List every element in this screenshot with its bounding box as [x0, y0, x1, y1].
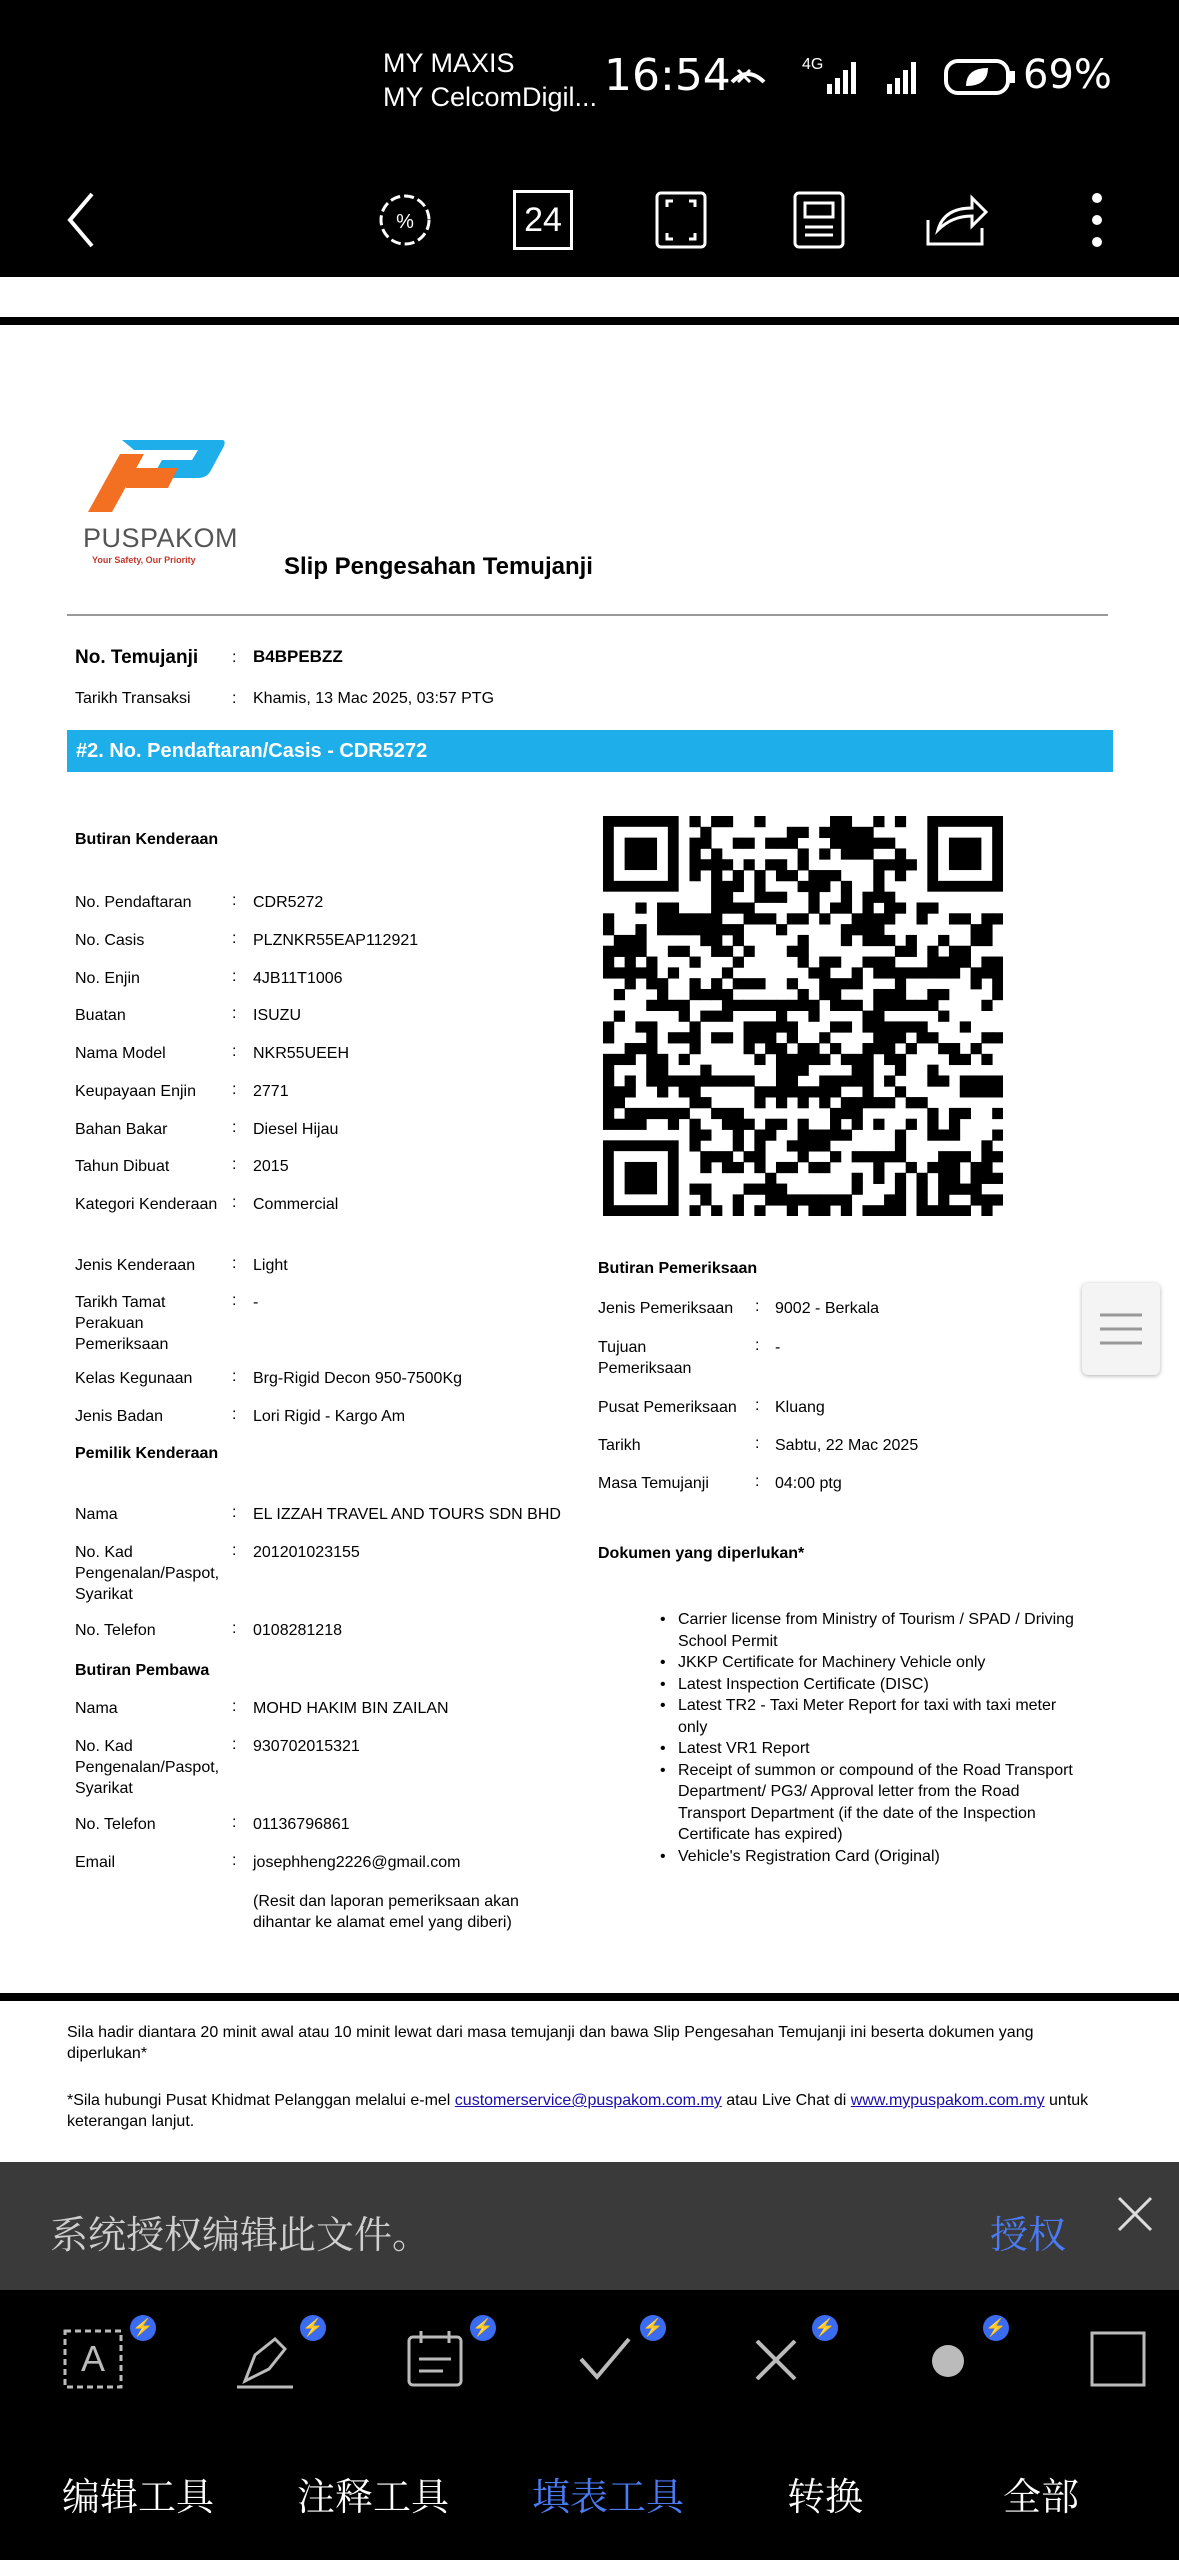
- svg-text:A: A: [80, 2338, 106, 2379]
- network-label: 4G: [802, 56, 824, 73]
- brand-tagline: Your Safety, Our Priority: [92, 555, 196, 565]
- signature-tool[interactable]: [225, 2315, 324, 2395]
- vehicle-field-label: Kategori Kenderaan: [75, 1196, 218, 1213]
- battery-percent: 69%: [1023, 52, 1112, 98]
- close-icon[interactable]: [1113, 2192, 1157, 2236]
- vehicle-field-label: Jenis Badan: [75, 1408, 164, 1425]
- page-layout-icon[interactable]: [779, 180, 859, 260]
- colon: :: [232, 1043, 237, 1060]
- inspection-field-label: Tujuan Pemeriksaan: [598, 1339, 692, 1377]
- box-tool[interactable]: [1080, 2315, 1160, 2395]
- website-link[interactable]: www.mypuspakom.com.my: [850, 2092, 1045, 2109]
- owner-field-value: 201201023155: [253, 1544, 360, 1561]
- colon: :: [232, 1852, 237, 1869]
- battery-saver-icon: [944, 58, 1018, 96]
- vehicle-field-value: 2015: [253, 1158, 289, 1175]
- colon: :: [232, 1736, 237, 1753]
- brand-name: PUSPAKOM: [83, 523, 239, 553]
- colon: :: [232, 1005, 237, 1022]
- authorization-banner: [0, 2162, 1179, 2290]
- status-bar: [0, 0, 1179, 160]
- vehicle-field-label: Bahan Bakar: [75, 1121, 168, 1138]
- viewer-toolbar: [0, 160, 1179, 277]
- document-item: • Vehicle's Registration Card (Original): [660, 1846, 1080, 1868]
- inspection-field-label: Tarikh: [598, 1437, 641, 1454]
- required-documents-list: [660, 1609, 1080, 1867]
- carrier-1: MY MAXIS: [383, 48, 515, 78]
- colon: :: [232, 1620, 237, 1637]
- vehicle-field-value: PLZNKR55EAP112921: [253, 932, 419, 949]
- vehicle-field-label: No. Casis: [75, 932, 145, 949]
- colon: :: [232, 1406, 237, 1423]
- bearer-field-label: Email: [75, 1854, 116, 1871]
- inspection-field-value: 9002 - Berkala: [775, 1300, 880, 1317]
- bearer-field-label: Nama: [75, 1700, 118, 1717]
- vehicle-field-value: Lori Rigid - Kargo Am: [253, 1408, 406, 1425]
- colon: :: [232, 649, 237, 666]
- vehicle-field-value: ISUZU: [253, 1007, 301, 1024]
- owner-field-label: No. Telefon: [75, 1622, 156, 1639]
- back-icon[interactable]: [42, 180, 122, 260]
- premium-badge-icon: ⚡: [983, 2315, 1009, 2341]
- bearer-field-value: MOHD HAKIM BIN ZAILAN: [253, 1700, 449, 1717]
- form-tools-bar: [0, 2290, 1179, 2428]
- pdf-page: [0, 277, 1179, 2162]
- dot-icon: [908, 2315, 988, 2395]
- cross-mark-icon: [737, 2315, 817, 2395]
- vehicle-field-value: Light: [253, 1257, 288, 1274]
- colon: :: [232, 1255, 237, 1272]
- contact-text-3: untuk keterangan lanjut.: [67, 2092, 1089, 2130]
- document-item: • Carrier license from Ministry of Tourism / SPAD / Driving School Permit: [660, 1609, 1080, 1652]
- colon: :: [232, 1542, 237, 1559]
- tab-edit-tools[interactable]: 编辑工具: [62, 2475, 215, 2519]
- colon: :: [755, 1397, 760, 1414]
- checkmark-icon: [565, 2315, 645, 2395]
- colon: :: [755, 1473, 760, 1490]
- fullscreen-icon[interactable]: [641, 180, 721, 260]
- vehicle-field-label: Jenis Kenderaan: [75, 1257, 196, 1274]
- premium-badge-icon: ⚡: [640, 2315, 666, 2341]
- appointment-number: B4BPEBZZ: [253, 647, 343, 666]
- premium-badge-icon: ⚡: [470, 2315, 496, 2341]
- vehicle-field-label: Tarikh Tamat Perakuan Pemeriksaan: [75, 1294, 169, 1353]
- vehicle-section-title: Butiran Kenderaan: [75, 831, 219, 848]
- svg-text:%: %: [396, 211, 414, 233]
- puspakom-logo: [82, 432, 227, 514]
- colon: :: [755, 1337, 760, 1354]
- tab-form-tools[interactable]: 填表工具: [532, 2475, 685, 2519]
- document-item: • Latest Inspection Certificate (DISC): [660, 1674, 1080, 1696]
- authorization-message: 系统授权编辑此文件。: [50, 2213, 431, 2257]
- transaction-date-value: Khamis, 13 Mac 2025, 03:57 PTG: [253, 690, 495, 707]
- owner-field-label: Nama: [75, 1506, 118, 1523]
- signature-pen-icon: [225, 2315, 305, 2395]
- vehicle-field-value: Diesel Hijau: [253, 1121, 339, 1138]
- bearer-field-label: No. Telefon: [75, 1816, 156, 1833]
- appointment-label: No. Temujanji: [75, 647, 199, 668]
- vehicle-field-value: NKR55UEEH: [253, 1045, 350, 1062]
- contact-note: [67, 2090, 1117, 2132]
- vehicle-field-label: No. Enjin: [75, 970, 140, 987]
- inspection-section-title: Butiran Pemeriksaan: [598, 1260, 758, 1277]
- cross-tool[interactable]: [737, 2315, 836, 2395]
- contact-text-1: *Sila hubungi Pusat Khidmat Pelanggan melalui e-mel: [67, 2092, 455, 2109]
- page-number: 24: [513, 190, 573, 250]
- more-options-icon[interactable]: [1057, 180, 1137, 260]
- inspection-field-value: Kluang: [775, 1399, 825, 1416]
- title-rule: [67, 614, 1108, 616]
- carrier-2: MY CelcomDigil...: [383, 82, 598, 112]
- colon: :: [755, 1435, 760, 1452]
- settings-flower-icon[interactable]: [365, 180, 445, 260]
- vehicle-field-value: 4JB11T1006: [253, 970, 343, 987]
- premium-badge-icon: ⚡: [300, 2315, 326, 2341]
- document-item: • Latest TR2 - Taxi Meter Report for taxi with taxi meter only: [660, 1695, 1080, 1738]
- slip-title: Slip Pengesahan Temujanji: [284, 553, 593, 580]
- owner-field-value: 0108281218: [253, 1622, 342, 1639]
- calendar-icon: [395, 2315, 475, 2395]
- vehicle-field-value: -: [253, 1294, 259, 1311]
- call-missed-icon: [728, 58, 768, 98]
- documents-title: Dokumen yang diperlukan*: [598, 1545, 805, 1562]
- page-number-button[interactable]: [503, 180, 583, 260]
- inspection-field-value: -: [775, 1339, 781, 1356]
- attendance-note: Sila hadir diantara 20 minit awal atau 10 minit lewat dari masa temujanji dan bawa Slip Pengesahan Temujanji ini beserta dokumen yang diperlukan*: [67, 2024, 1034, 2062]
- vehicle-field-label: Tahun Dibuat: [75, 1158, 170, 1175]
- colon: :: [232, 1194, 237, 1211]
- colon: :: [232, 1156, 237, 1173]
- premium-badge-icon: ⚡: [130, 2315, 156, 2341]
- qr-code-image: [603, 816, 1003, 1216]
- email-note: (Resit dan laporan pemeriksaan akan dihantar ke alamat emel yang diberi): [253, 1893, 519, 1931]
- bearer-field-value: josephheng2226@gmail.com: [253, 1854, 461, 1871]
- colon: :: [232, 1814, 237, 1831]
- premium-badge-icon: ⚡: [812, 2315, 838, 2341]
- owner-section-title: Pemilik Kenderaan: [75, 1445, 219, 1462]
- vehicle-field-label: Keupayaan Enjin: [75, 1083, 196, 1100]
- colon: :: [232, 892, 237, 909]
- date-tool[interactable]: [395, 2315, 494, 2395]
- inspection-field-value: Sabtu, 22 Mac 2025: [775, 1437, 919, 1454]
- vehicle-field-value: Brg-Rigid Decon 950-7500Kg: [253, 1370, 463, 1387]
- clock: 16:54: [604, 50, 731, 101]
- vehicle-field-label: Kelas Kegunaan: [75, 1370, 193, 1387]
- colon: :: [232, 1698, 237, 1715]
- vehicle-field-label: Nama Model: [75, 1045, 166, 1062]
- inspection-field-label: Pusat Pemeriksaan: [598, 1399, 737, 1416]
- bearer-section-title: Butiran Pembawa: [75, 1662, 210, 1679]
- colon: :: [755, 1298, 760, 1315]
- colon: :: [232, 1081, 237, 1098]
- contact-text-2: atau Live Chat di: [721, 2092, 851, 2109]
- vehicle-field-label: No. Pendaftaran: [75, 894, 192, 911]
- colon: :: [232, 968, 237, 985]
- dot-tool[interactable]: [908, 2315, 1007, 2395]
- tab-convert[interactable]: 转换: [787, 2475, 864, 2519]
- colon: :: [232, 690, 237, 707]
- checkmark-tool[interactable]: [565, 2315, 664, 2395]
- colon: :: [232, 1368, 237, 1385]
- rectangle-icon: [1080, 2315, 1160, 2395]
- text-field-icon: [55, 2315, 135, 2395]
- tab-all[interactable]: 全部: [1003, 2475, 1080, 2519]
- signal-icon-1: [825, 56, 865, 96]
- registration-banner: [67, 730, 1113, 772]
- document-item: • JKKP Certificate for Machinery Vehicle only: [660, 1652, 1080, 1674]
- colon: :: [232, 1119, 237, 1136]
- signal-icon-2: [885, 56, 925, 96]
- vehicle-field-value: Commercial: [253, 1196, 339, 1213]
- qr-code: [603, 816, 1003, 1216]
- bearer-field-value: 01136796861: [253, 1816, 350, 1833]
- vehicle-field-value: CDR5272: [253, 894, 324, 911]
- colon: :: [232, 1292, 237, 1309]
- owner-field-label: No. Kad Pengenalan/Paspot, Syarikat: [75, 1544, 220, 1603]
- menu-lines-icon: [1082, 1283, 1160, 1375]
- colon: :: [232, 930, 237, 947]
- registration-banner-text: #2. No. Pendaftaran/Casis - CDR5272: [76, 740, 428, 762]
- customer-service-email-link[interactable]: customerservice@puspakom.com.my: [454, 2092, 722, 2109]
- inspection-field-value: 04:00 ptg: [775, 1475, 842, 1492]
- page-divider-bottom: [0, 1993, 1179, 2001]
- page-divider-top: [0, 317, 1179, 325]
- document-item: • Latest VR1 Report: [660, 1738, 1080, 1760]
- bottom-tabs: [0, 2428, 1179, 2560]
- owner-field-value: EL IZZAH TRAVEL AND TOURS SDN BHD: [253, 1506, 561, 1523]
- tab-annotation-tools[interactable]: 注释工具: [297, 2475, 450, 2519]
- colon: :: [232, 1504, 237, 1521]
- authorize-button[interactable]: 授权: [990, 2213, 1067, 2257]
- transaction-date-label: Tarikh Transaksi: [75, 690, 191, 707]
- inspection-field-label: Masa Temujanji: [598, 1475, 709, 1492]
- bearer-field-label: No. Kad Pengenalan/Paspot, Syarikat: [75, 1738, 220, 1797]
- vehicle-field-value: 2771: [253, 1083, 289, 1100]
- text-field-tool[interactable]: [55, 2315, 154, 2395]
- document-item: • Receipt of summon or compound of the Road Transport Department/ PG3/ Approval letter from the Road Transport Department (if the date of the Inspection Certificate has expired): [660, 1760, 1080, 1846]
- vehicle-field-label: Buatan: [75, 1007, 126, 1024]
- bearer-field-value: 930702015321: [253, 1738, 360, 1755]
- inspection-field-label: Jenis Pemeriksaan: [598, 1300, 734, 1317]
- side-menu-handle[interactable]: [1082, 1283, 1160, 1375]
- share-icon[interactable]: [917, 180, 997, 260]
